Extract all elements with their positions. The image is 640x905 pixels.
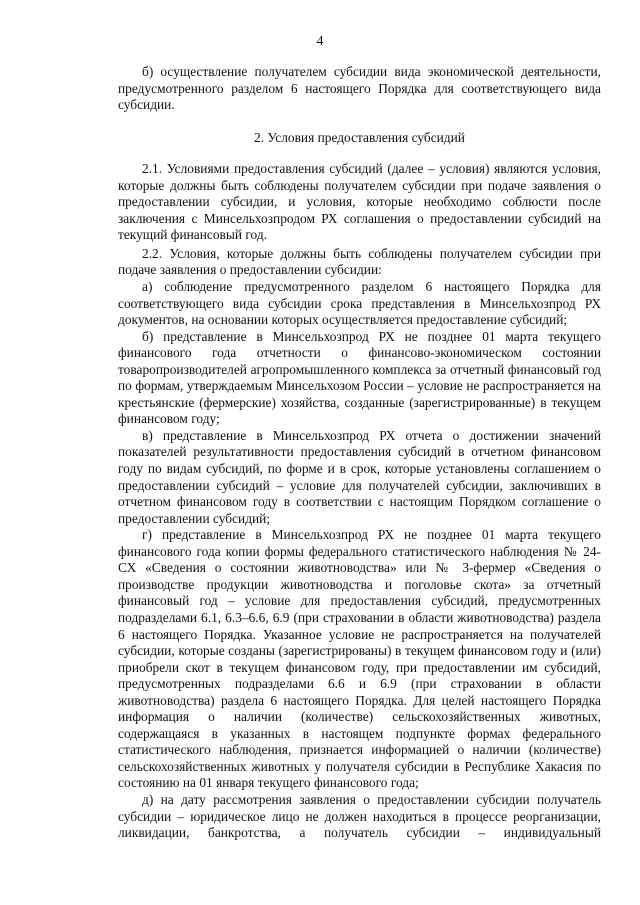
paragraph-2-2: 2.2. Условия, которые должны быть соблюдены получателем субсидии при подаче заявления о предоставлении субсидии: bbox=[118, 245, 601, 278]
paragraph-g: г) представление в Минсельхозпрод РХ не позднее 01 марта текущего финансового года копии формы федерального статистического наблюдения № 24-СХ «Сведения о состоянии животноводства» или № 3-фермер «Сведения о производстве продукции животноводства и поголовье скота» за отчетный финансовый год – условие для предоставления субсидий, предусмотренных подразделами 6.1, 6.3–6.6, 6.9 (при страховании в области животноводства) раздела 6 настоящего Порядка. Указанное условие не распространяется на получателей субсидии, которые созданы (зарегистрированы) в текущем финансовом году и (или) приобрели скот в текущем финансовом году, при предоставлении им субсидий, предусмотренных подразделами 6.6 и 6.9 (при страховании в области животноводства) раздела 6 настоящего Порядка. Для целей настоящего Порядка информация о наличии (количестве) сельскохозяйственных животных, содержащаяся в указанных в настоящем подпункте формах федерального статистического наблюдения, признается информацией о наличии (количестве) сельскохозяйственных животных у получателя субсидии в Республике Хакасия по состоянию на 01 января текущего финансового года; bbox=[118, 527, 601, 791]
paragraph-v: в) представление в Минсельхозпрод РХ отчета о достижении значений показателей результативности предоставления субсидий в отчетном финансовом году по видам субсидий, по форме и в срок, которые установлены соглашением о предоставлении субсидий – условие для получателей субсидии, заключивших в отчетном финансовом году в соответствии с настоящим Порядком соглашение о предоставлении субсидий; bbox=[118, 427, 601, 526]
paragraph-b: б) представление в Минсельхозпрод РХ не позднее 01 марта текущего финансового года отчетности о финансово-экономическом состоянии товаропроизводителей агропромышленного комплекса за отчетный финансовый год по формам, утверждаемым Минсельхозом России – условие не распространяется на крестьянские (фермерские) хозяйства, созданные (зарегистрированные) в текущем финансовом году; bbox=[118, 328, 601, 427]
document-body bbox=[118, 64, 601, 842]
paragraph-a: а) соблюдение предусмотренного разделом 6 настоящего Порядка для соответствующего вида субсидии срока представления в Минсельхозпрод РХ документов, на основании которых осуществляется предоставление субсидий; bbox=[118, 279, 601, 328]
paragraph-d: д) на дату рассмотрения заявления о предоставлении субсидии получатель субсидии – юридическое лицо не должен находиться в процессе реорганизации, ликвидации, банкротства, а получатель субсидии – индивидуальный bbox=[118, 791, 601, 841]
paragraph-2-1: 2.1. Условиями предоставления субсидий (далее – условия) являются условия, которые должны быть соблюдены получателем субсидии при подаче заявления о предоставлении субсидии, и условия, которые необходимо соблюсти после заключения с Минсельхозпродом РХ соглашения о предоставлении субсидий на текущий финансовый год. bbox=[118, 161, 601, 243]
page-number: 4 bbox=[316, 34, 324, 49]
paragraph-b-activity: б) осуществление получателем субсидии вида экономической деятельности, предусмотренного разделом 6 настоящего Порядка для соответствующего вида субсидии. bbox=[118, 64, 601, 113]
section-heading: 2. Условия предоставления субсидий bbox=[254, 129, 465, 145]
